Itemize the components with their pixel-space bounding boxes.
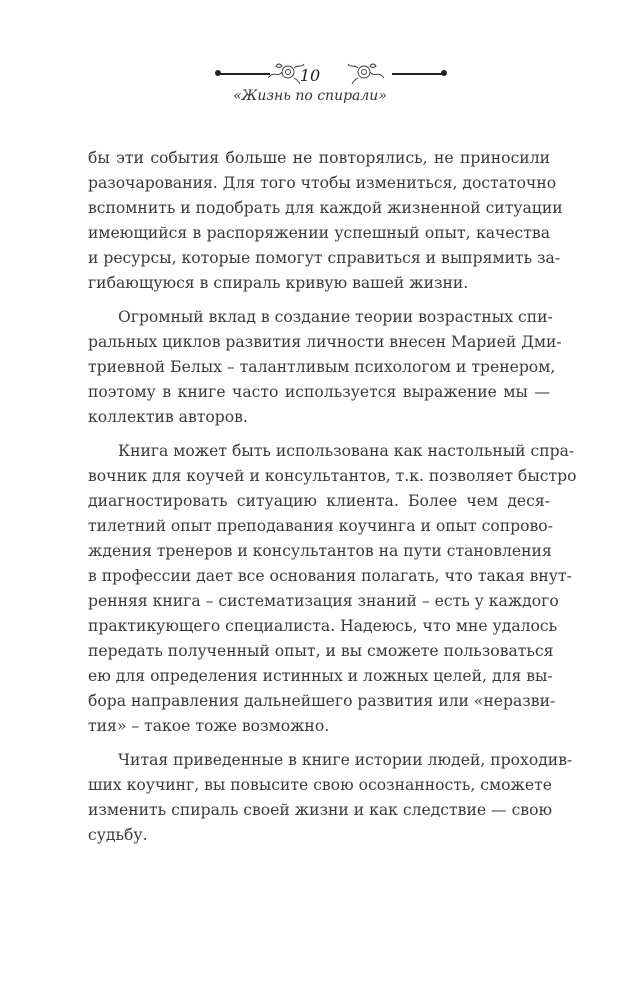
text-line: ших коучинг, вы повысите свою осознанность, сможете: [88, 776, 552, 794]
paragraph: [88, 439, 577, 739]
text-line: практикующего специалиста. Надеюсь, что мне удалось: [88, 617, 558, 635]
floral-ornament-icon: [346, 60, 386, 88]
text-line: Читая приведенные в книге истории людей, проходив-: [118, 751, 573, 769]
text-line: изменить спираль своей жизни и как следствие — свою: [88, 801, 553, 819]
text-line: передать полученный опыт, и вы сможете пользоваться: [88, 642, 554, 660]
text-line: и ресурсы, которые помогут справиться и выпрямить за-: [88, 249, 561, 267]
running-title: «Жизнь по спирали»: [233, 88, 387, 104]
text-line: вочник для коучей и консультантов, т.к. позволяет быстро: [88, 467, 577, 485]
paragraph: [88, 305, 562, 430]
text-line: поэтому в книге часто используется выражение мы —: [88, 383, 550, 401]
ornament-rule-right: [392, 73, 444, 75]
ornament-dot: [441, 70, 447, 76]
text-line: гибающуюся в спираль кривую вашей жизни.: [88, 274, 469, 292]
text-line: в профессии дает все основания полагать, что такая внут-: [88, 567, 572, 585]
body-text: [88, 146, 577, 857]
text-line: вспомнить и подобрать для каждой жизненной ситуации: [88, 199, 563, 217]
page-header: [0, 60, 620, 110]
text-line: коллектив авторов.: [88, 408, 248, 426]
text-line: ренняя книга – систематизация знаний – есть у каждого: [88, 592, 559, 610]
text-line: Книга может быть использована как настольный спра-: [118, 442, 575, 460]
text-line: тилетний опыт преподавания коучинга и опыт сопрово-: [88, 517, 553, 535]
text-line: ждения тренеров и консультантов на пути становления: [88, 542, 552, 560]
text-line: тия» – такое тоже возможно.: [88, 717, 330, 735]
text-line: имеющийся в распоряжении успешный опыт, качества: [88, 224, 550, 242]
text-line: триевной Белых – талантливым психологом и тренером,: [88, 358, 556, 376]
text-line: Огромный вклад в создание теории возрастных спи-: [118, 308, 553, 326]
text-line: диагностировать ситуацию клиента. Более чем деся-: [88, 492, 550, 510]
text-line: судьбу.: [88, 826, 148, 844]
text-line: ральных циклов развития личности внесен Марией Дми-: [88, 333, 562, 351]
text-line: бора направления дальнейшего развития или «неразви-: [88, 692, 556, 710]
text-line: бы эти события больше не повторялись, не приносили: [88, 149, 550, 167]
text-line: разочарования. Для того чтобы измениться, достаточно: [88, 174, 557, 192]
paragraph: [88, 748, 573, 848]
page-number: 10: [299, 66, 321, 85]
text-line: ею для определения истинных и ложных целей, для вы-: [88, 667, 553, 685]
paragraph: [88, 146, 563, 296]
